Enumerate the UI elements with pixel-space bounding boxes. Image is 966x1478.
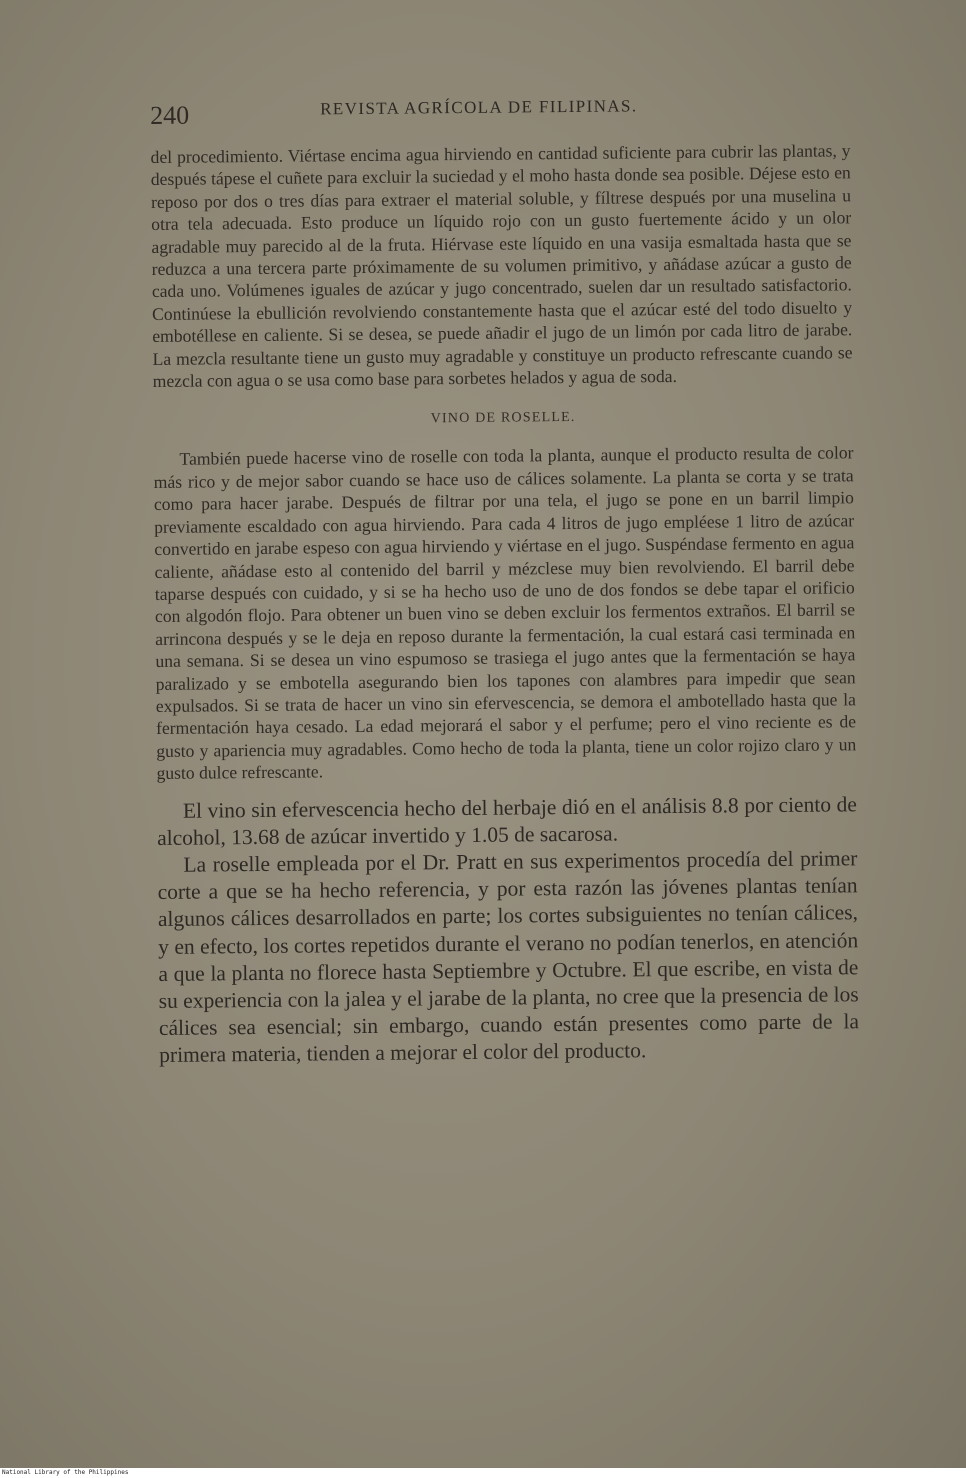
paragraph-pratt: La roselle empleada por el Dr. Pratt en sus experimentos procedía del primer corte a que se ha hecho referencia, y por esta razón las jóvenes plantas tenían algunos cálices desarrollados en parte; los cortes subsiguientes no tenían cálices, y en efecto, los cortes repetidos durante el verano no podían tenerlos, en atención a que la planta no florece hasta Septiembre y Octubre. El que escribe, en vista de su experiencia con la jalea y el jarabe de la planta, no cree que la presencia de los cálices sea esencial; sin embargo, cuando están presentes como parte de la primera materia, tienden a mejorar el color del producto. [157,846,860,1068]
paragraph-wine: También puede hacerse vino de roselle con toda la planta, aunque el producto resulta de color más rico y de mejor sabor cuando se hace uso de cálices solamente. La planta se corta y se trata como para hacer jarabe. Después de filtrar por una tela, el jugo se pone en un barril limpio previamente escaldado con agua hirviendo. Para cada 4 litros de jugo empléese 1 litro de azúcar convertido en jarabe espeso con agua hirviendo y viértase en el jugo. Suspéndase fermento en agua caliente, añádase esto al contenido del barril y mézclese muy bien revolviendo. El barril debe taparse después con cuidado, y si se ha hecho uso de uno de dos fondos se debe tapar el orificio con algodón flojo. Para obtener un buen vino se deben excluir los fermentos extraños. El barril se arrincona después y se le deja en reposo durante la fermentación, la cual estará casi terminada en una semana. Si se desea un vino espumoso se trasiega el jugo antes que la fermentación se haya paralizado y se embotella asegurando bien los tapones con alambres para impedir que sean expulsados. Si se trata de hacer un vino sin efervescencia, se demora el ambotellado hasta que la fermentación haya cesado. La edad mejorará el sabor y el perfume; pero el vino reciente es de gusto y apariencia muy agradables. Como hecho de toda la planta, tiene un color rojizo claro y un gusto dulce refrescante. [153,442,857,784]
paragraph-procedure: del procedimiento. Viértase encima agua hirviendo en cantidad suficiente para cubrir las plantas, y después tápese el cuñete para excluir la suciedad y el moho hasta donde sea posible. Déjese esto en reposo por dos o tres días para extraer el material soluble, y fíltrese después por una muselina u otra tela adecuada. Esto produce un líquido rojo con un gusto fuertemente ácido y un olor agradable muy parecido al de la fruta. Hiérvase este líquido en una vasija esmaltada hasta que se reduzca a una tercera parte próximamente de su volumen primitivo, y añádase azúcar a gusto de cada uno. Volúmenes iguales de azúcar y jugo concentrado, suelen dar un resultado satisfactorio. Continúese la ebullición revolviendo constantemente hasta que el azúcar esté del todo disuelto y embotéllese en caliente. Si se desea, se puede añadir el jugo de un limón por cada litro de jarabe. La mezcla resultante tiene un gusto muy agradable y constituye un producto refrescante cuando se mezcla con agua o se usa como base para sorbetes helados y agua de soda. [150,140,853,392]
section-heading: VINO DE ROSELLE. [430,410,576,427]
page-header [150,88,850,135]
running-head: REVISTA AGRÍCOLA DE FILIPINAS. [320,96,638,119]
page-content [150,88,859,1069]
paragraph-analysis: El vino sin efervescencia hecho del herbaje dió en el análisis 8.8 por ciento de alcohol, 13.68 de azúcar invertido y 1.05 de sacarosa. [157,791,857,850]
page-number: 240 [150,100,190,130]
library-footer: National Library of the Philippines [0,1468,966,1478]
